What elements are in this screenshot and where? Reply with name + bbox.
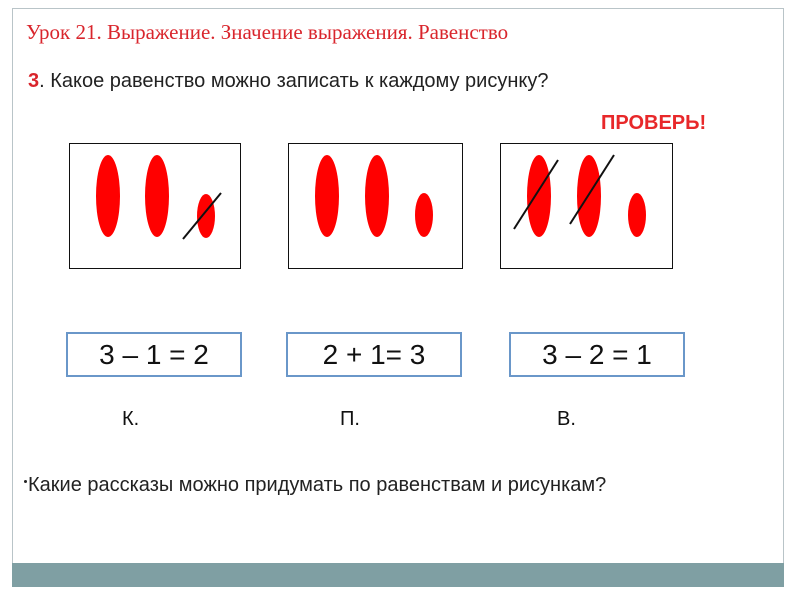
lesson-title: Урок 21. Выражение. Значение выражения. Равенство [26,20,509,44]
footer-bar [12,563,784,587]
small-oval [415,193,433,237]
task-number: 3 [28,70,40,92]
slide-frame [12,8,784,586]
small-oval [197,194,215,238]
small-oval [628,193,646,237]
picture-1 [69,143,241,269]
big-oval [365,155,389,237]
bullet-icon [24,480,27,483]
check-button[interactable]: ПРОВЕРЬ! [601,112,707,134]
letter-label-1: К. [122,408,140,430]
picture-3 [500,143,673,269]
big-oval [145,155,169,237]
discussion-question [24,474,606,497]
picture-1-drawing [70,144,239,267]
letter-label-3: В. [557,408,576,430]
equation-2: 2 + 1= 3 [286,332,462,377]
task-text: . Какое равенство можно записать к каждому рисунку? [39,70,549,92]
big-oval [96,155,120,237]
big-oval [527,155,551,237]
discussion-question-text: Какие рассказы можно придумать по равенствам и рисункам? [28,474,607,496]
letter-label-2: П. [340,408,360,430]
picture-2-drawing [289,144,461,267]
picture-3-drawing [501,144,671,267]
equation-3: 3 – 2 = 1 [509,332,685,377]
task-question [28,70,548,93]
picture-2 [288,143,463,269]
equation-1: 3 – 1 = 2 [66,332,242,377]
big-oval [315,155,339,237]
